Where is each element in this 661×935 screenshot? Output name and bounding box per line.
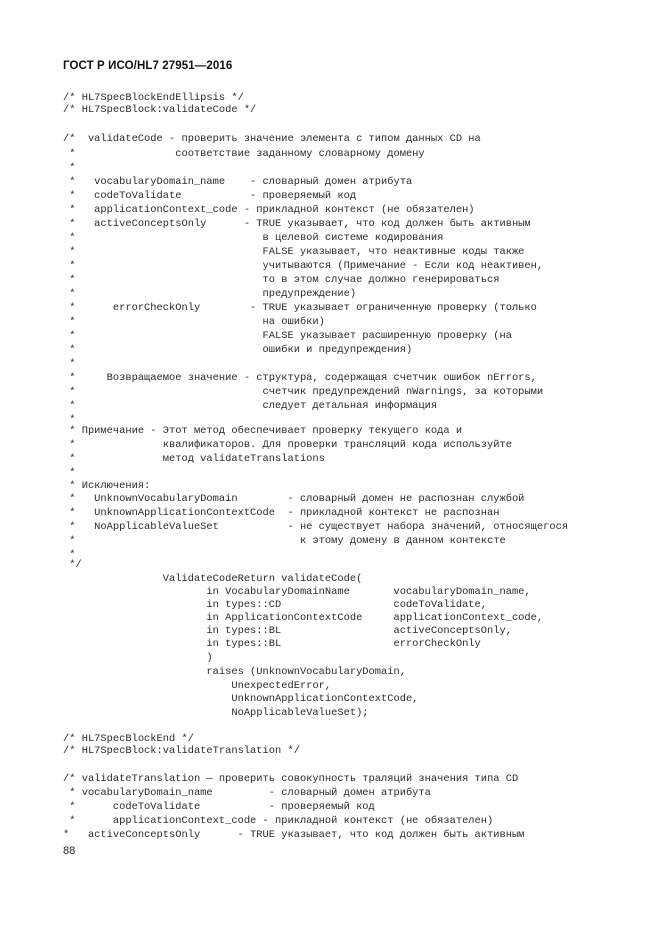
- code-line: * в целевой системе кодирования: [63, 232, 444, 244]
- code-line: /* HL7SpecBlockEnd */: [63, 733, 194, 745]
- code-line: * к этому домену в данном контексте: [63, 535, 506, 547]
- code-line: * activeConceptsOnly - TRUE указывает, что код должен быть активным: [63, 829, 525, 841]
- code-line: UnexpectedError,: [63, 680, 332, 692]
- code-line: *: [63, 467, 76, 479]
- code-line: * счетчик предупреждений nWarnings, за которыми: [63, 386, 544, 398]
- code-line: *: [63, 162, 76, 174]
- code-line: * UnknownApplicationContextCode - прикладной контекст не распознан: [63, 507, 500, 519]
- code-line: *: [63, 414, 76, 426]
- code-line: * следует детальная информация: [63, 400, 438, 412]
- code-line: in ApplicationContextCode applicationContext_code,: [63, 612, 544, 624]
- code-line: * Возвращаемое значение - структура, содержащая счетчик ошибок nErrors,: [63, 372, 537, 384]
- code-line: * FALSE указывает расширенную проверку (на: [63, 330, 512, 342]
- code-line: * UnknownVocabularyDomain - словарный домен не распознан службой: [63, 493, 525, 505]
- code-line: * то в этом случае должно генерироваться: [63, 274, 500, 286]
- code-line: * NoApplicableValueSet - не существует набора значений, относящегося: [63, 521, 569, 533]
- code-line: *: [63, 549, 76, 561]
- code-line: * vocabularyDomain_name - словарный домен атрибута: [63, 787, 431, 799]
- code-line: * activeConceptsOnly - TRUE указывает, что код должен быть активным: [63, 218, 531, 230]
- code-line: /* HL7SpecBlock:validateTranslation */: [63, 745, 300, 757]
- code-line: /* HL7SpecBlockEndEllipsis */: [63, 92, 244, 104]
- code-line: *: [63, 358, 76, 370]
- code-line: * метод validateTranslations: [63, 453, 325, 465]
- code-line: in types::BL errorCheckOnly: [63, 638, 481, 650]
- code-line: in VocabularyDomainName vocabularyDomain_name,: [63, 586, 531, 598]
- code-line: in types::CD codeToValidate,: [63, 599, 488, 611]
- code-line: UnknownApplicationContextCode,: [63, 693, 419, 705]
- code-line: /* HL7SpecBlock:validateCode */: [63, 104, 257, 116]
- code-line: * codeToValidate - проверяемый код: [63, 801, 375, 813]
- code-line: * квалификаторов. Для проверки трансляций кода используйте: [63, 439, 512, 451]
- code-line: ValidateCodeReturn validateCode(: [63, 573, 363, 585]
- code-line: * codeToValidate - проверяемый код: [63, 190, 357, 202]
- code-line: /* validateCode - проверить значение элемента с типом данных CD на: [63, 133, 481, 145]
- code-line: * учитываются (Примечание - Если код неактивен,: [63, 260, 544, 272]
- code-line: */: [63, 559, 82, 571]
- code-line: * vocabularyDomain_name - словарный домен атрибута: [63, 176, 413, 188]
- code-line: in types::BL activeConceptsOnly,: [63, 625, 512, 637]
- code-line: * соответствие заданному словарному домену: [63, 148, 425, 160]
- code-line: * errorCheckOnly - TRUE указывает ограниченную проверку (только: [63, 302, 537, 314]
- code-line: * Примечание - Этот метод обеспечивает проверку текущего кода и: [63, 425, 463, 437]
- code-line: * на ошибки): [63, 316, 325, 328]
- code-line: * ошибки и предупреждения): [63, 344, 413, 356]
- code-line: raises (UnknownVocabularyDomain,: [63, 666, 406, 678]
- code-line: * applicationContext_code - прикладной контекст (не обязателен): [63, 204, 475, 216]
- code-line: NoApplicableValueSet);: [63, 707, 369, 719]
- code-line: * applicationContext_code - прикладной контекст (не обязателен): [63, 815, 494, 827]
- code-line: * предупреждение): [63, 288, 357, 300]
- document-header: ГОСТ Р ИСО/HL7 27951—2016: [63, 60, 233, 72]
- code-line: * FALSE указывает, что неактивные коды также: [63, 246, 525, 258]
- page-number: 88: [63, 845, 76, 857]
- code-line: ): [63, 652, 213, 664]
- code-line: /* validateTranslation — проверить совокупность траляций значения типа CD: [63, 773, 519, 785]
- code-line: * Исключения:: [63, 480, 151, 492]
